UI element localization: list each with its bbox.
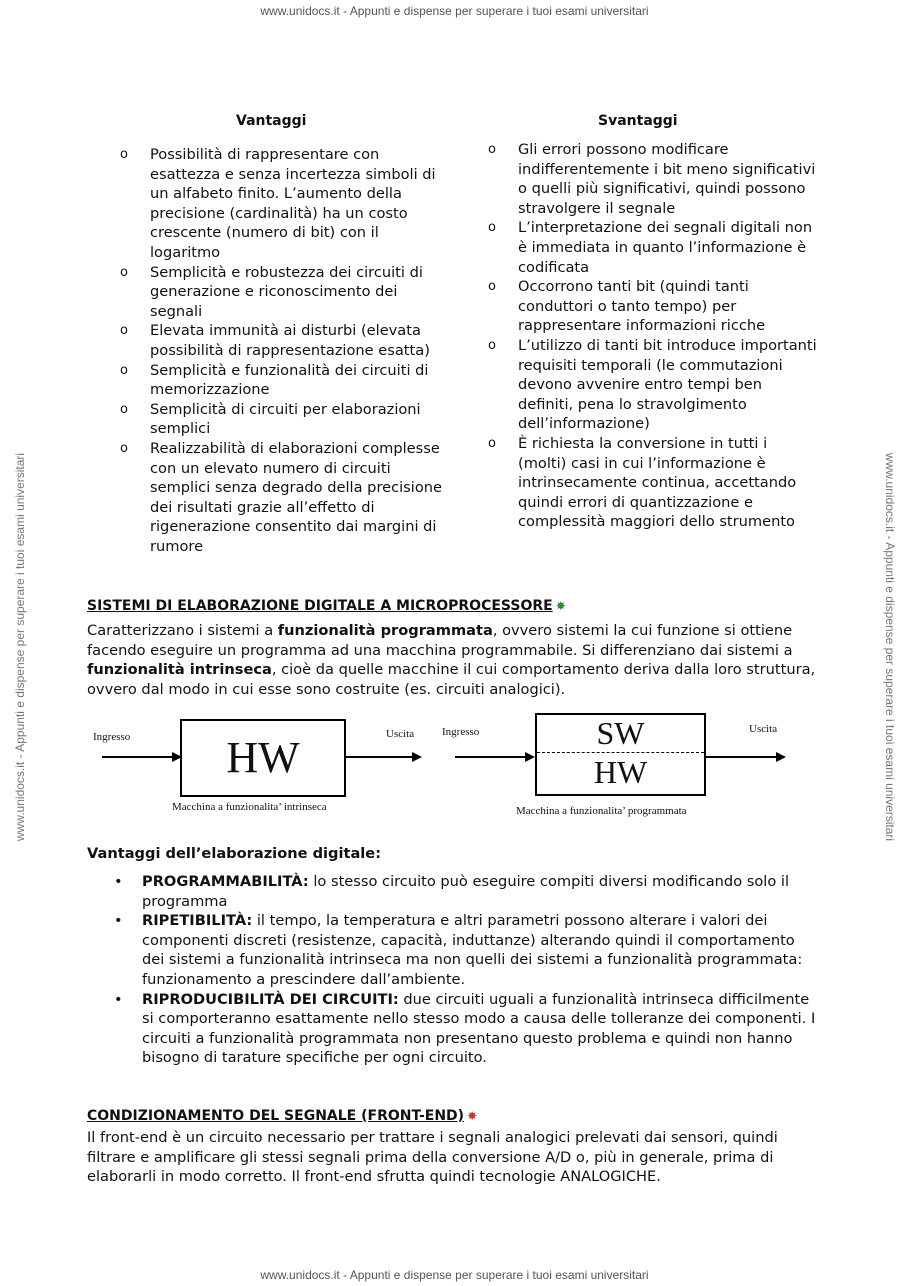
list-item-text: Gli errori possono modificare indifferentemente i bit meno significativi o quelli più significativi, quindi possono stravolgere il segnale bbox=[518, 141, 816, 217]
list-item-text: Occorrono tanti bit (quindi tanti conduttori o tanto tempo) per rappresentare informazioni ricche bbox=[518, 278, 766, 335]
list-item: o Elevata immunità ai disturbi (elevata possibilità di rappresentazione esatta) bbox=[120, 322, 430, 359]
svantaggi-heading: Svantaggi bbox=[598, 113, 678, 129]
list-item: o L’interpretazione dei segnali digitali non è immediata in quanto l’informazione è codificata bbox=[488, 219, 813, 276]
hw-box: HW bbox=[180, 719, 346, 797]
list-item: • RIPETIBILITÀ: il tempo, la temperatura e altri parametri possono alterare i valori dei componenti discreti (resistenze, capacità, induttanze) alterando quindi il comportamento dei sistemi a funzionalità intrinseca ma non quelli dei sistemi a funzionalità programmata: funzionamento a prescindere dall’ambiente. bbox=[114, 912, 803, 988]
input-arrow bbox=[455, 750, 537, 764]
watermark-top: www.unidocs.it - Appunti e dispense per superare i tuoi esami universitari bbox=[260, 4, 649, 18]
list-item: o L’utilizzo di tanti bit introduce importanti requisiti temporali (le commutazioni devono avvenire entro tempi ben definiti, pena lo stravolgimento dell’informazione) bbox=[488, 336, 817, 433]
list-item-text: Realizzabilità di elaborazioni complesse con un elevato numero di circuiti semplici senza degrado della precisione dei risultati grazie all’effetto di rigenerazione consentito dai margini di rumore bbox=[150, 439, 442, 555]
list-item: • PROGRAMMABILITÀ: lo stesso circuito può eseguire compiti diversi modificando solo il programma bbox=[114, 873, 790, 910]
list-item: • RIPRODUCIBILITÀ DEI CIRCUITI: due circuiti uguali a funzionalità intrinseca difficilmente si comporteranno esattamente nello stesso modo a causa delle tolleranze dei componenti. I circuiti a funzionalità programmata non presentano questo problema e quindi non hanno bisogno di tarature specifiche per ogni circuito. bbox=[114, 990, 816, 1067]
advantages-list bbox=[110, 872, 820, 1068]
advantages-title: Vantaggi dell’elaborazione digitale: bbox=[87, 845, 382, 862]
watermark-right: www.unidocs.it - Appunti e dispense per superare i tuoi esami universitari bbox=[883, 452, 897, 842]
vantaggi-heading: Vantaggi bbox=[236, 113, 307, 129]
star-icon: ✸ bbox=[467, 1109, 478, 1123]
section-paragraph: Il front-end è un circuito necessario per trattare i segnali analogici prelevati dai sensori, quindi filtrare e amplificare gli stessi segnali prima della conversione A/D o, più in generale, prima di elaborarli in modo corretto. Il front-end sfrutta quindi tecnologie ANALOGICHE. bbox=[87, 1129, 778, 1186]
output-arrow bbox=[344, 750, 424, 764]
svantaggi-list bbox=[488, 140, 818, 532]
output-label: Uscita bbox=[386, 728, 415, 740]
list-item: o Semplicità e robustezza dei circuiti di generazione e riconoscimento dei segnali bbox=[120, 263, 423, 320]
list-item: o Gli errori possono modificare indifferentemente i bit meno significativi o quelli più significativi, quindi possono stravolgere il segnale bbox=[488, 141, 816, 217]
section-title-front-end: CONDIZIONAMENTO DEL SEGNALE (FRONT-END) ✸ bbox=[87, 1108, 478, 1124]
section-paragraph: Caratterizzano i sistemi a funzionalità programmata, ovvero sistemi la cui funzione si ottiene facendo eseguire un programma ad una macchina programmabile. Si differenziano dai sistemi a funzionalità intrinseca, cioè da quelle macchine il cui comportamento deriva dalla loro struttura, ovvero dal modo in cui esse sono costruite (es. circuiti analogici). bbox=[87, 622, 816, 698]
output-arrow bbox=[704, 750, 788, 764]
list-item-text: Elevata immunità ai disturbi (elevata possibilità di rappresentazione esatta) bbox=[150, 322, 430, 359]
list-item-text: È richiesta la conversione in tutti i (molti) casi in cui l’informazione è intrinsecamente continua, accettando quindi errori di quantizzazione e complessità maggiori dello strumento bbox=[518, 434, 797, 531]
sw-hw-box: SW HW bbox=[535, 713, 706, 796]
list-item: o Possibilità di rappresentare con esattezza e senza incertezza simboli di un alfabeto finito. L’aumento della precisione (cardinalità) ha un costo crescente (numero di bit) con il logaritmo bbox=[120, 146, 436, 261]
list-item: o Occorrono tanti bit (quindi tanti conduttori o tanto tempo) per rappresentare informazioni ricche bbox=[488, 278, 766, 335]
list-item: o Realizzabilità di elaborazioni complesse con un elevato numero di circuiti semplici senza degrado della precisione dei risultati grazie all’effetto di rigenerazione consentito dai margini di rumore bbox=[120, 439, 442, 555]
diagram-caption: Macchina a funzionalita’ intrinseca bbox=[172, 801, 327, 813]
list-item-text: Semplicità e funzionalità dei circuiti di memorizzazione bbox=[150, 361, 429, 399]
vantaggi-list bbox=[120, 145, 450, 556]
input-label: Ingresso bbox=[442, 726, 480, 738]
list-item-text: Semplicità di circuiti per elaborazioni semplici bbox=[150, 400, 421, 438]
input-arrow bbox=[100, 750, 182, 764]
list-item: o È richiesta la conversione in tutti i (molti) casi in cui l’informazione è intrinsecamente continua, accettando quindi errori di quantizzazione e complessità maggiori dello strumento bbox=[488, 434, 797, 531]
star-icon: ✸ bbox=[555, 599, 566, 613]
list-item: o Semplicità di circuiti per elaborazioni semplici bbox=[120, 400, 421, 438]
watermark-bottom: www.unidocs.it - Appunti e dispense per superare i tuoi esami universitari bbox=[260, 1268, 649, 1282]
list-item: o Semplicità e funzionalità dei circuiti di memorizzazione bbox=[120, 361, 429, 399]
section-title-microprocessore: SISTEMI DI ELABORAZIONE DIGITALE A MICROPROCESSORE ✸ bbox=[87, 598, 566, 614]
output-label: Uscita bbox=[749, 723, 778, 735]
input-label: Ingresso bbox=[93, 731, 131, 743]
watermark-left: www.unidocs.it - Appunti e dispense per superare i tuoi esami universitari bbox=[13, 452, 27, 842]
list-item-text: Semplicità e robustezza dei circuiti di generazione e riconoscimento dei segnali bbox=[150, 263, 423, 320]
list-item-text: L’interpretazione dei segnali digitali non è immediata in quanto l’informazione è codificata bbox=[518, 219, 813, 276]
list-item-text: L’utilizzo di tanti bit introduce importanti requisiti temporali (le commutazioni devono avvenire entro tempi ben definiti, pena lo stravolgimento dell’informazione) bbox=[518, 336, 817, 433]
list-item-text: Possibilità di rappresentare con esattezza e senza incertezza simboli di un alfabeto finito. L’aumento della precisione (cardinalità) ha un costo crescente (numero di bit) con il logaritmo bbox=[150, 146, 436, 261]
diagram-caption: Macchina a funzionalita’ programmata bbox=[516, 805, 687, 817]
